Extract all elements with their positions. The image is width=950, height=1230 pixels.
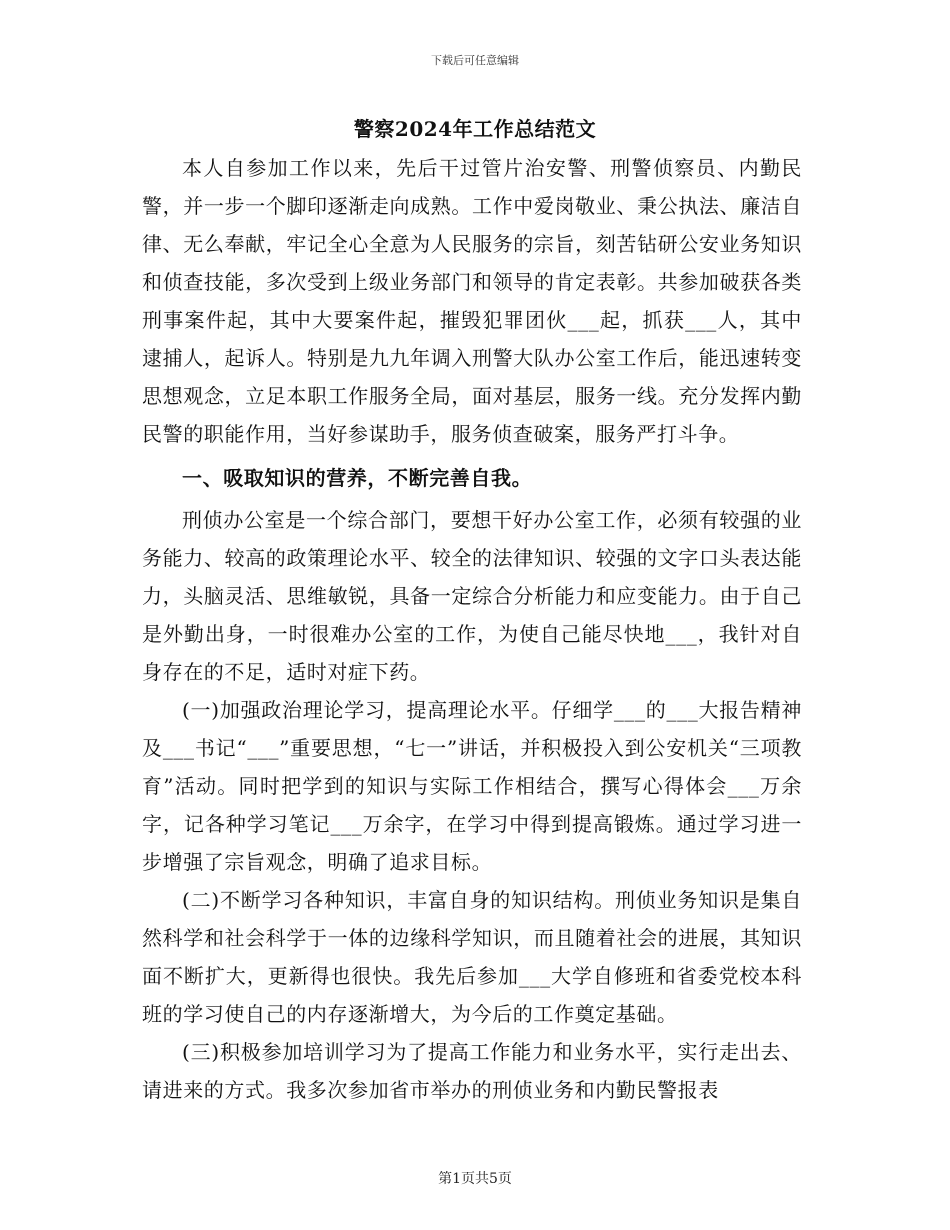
page-header-note: 下载后可任意编辑 bbox=[431, 54, 519, 67]
page-number-footer: 第1页共5页 bbox=[438, 1171, 512, 1187]
body-paragraph: (二)不断学习各种知识，丰富自身的知识结构。刑侦业务知识是集自然科学和社会科学于一体的边缘科学知识，而且随着社会的进展，其知识面不断扩大，更新得也很快。我先后参加___大学自修班和省委党校本科班的学习使自己的内存逐渐增大，为今后的工作奠定基础。 bbox=[142, 888, 802, 1026]
body-paragraph: (一)加强政治理论学习，提高理论水平。仔细学___的___大报告精神及___书记“___”重要思想，“七一”讲话，并积极投入到公安机关“三项教育”活动。同时把学到的知识与实际工作相结合，撰写心得体会___万余字，记各种学习笔记___万余字，在学习中得到提高锻炼。通过学习进一步增强了宗旨观念，明确了追求目标。 bbox=[142, 698, 802, 874]
intro-paragraph: 本人自参加工作以来，先后干过管片治安警、刑警侦察员、内勤民警，并一步一个脚印逐渐走向成熟。工作中爱岗敬业、秉公执法、廉洁自律、无么奉献，牢记全心全意为人民服务的宗旨，刻苦钻研公安业务知识和侦查技能，多次受到上级业务部门和领导的肯定表彰。共参加破获各类刑事案件起，其中大要案件起，摧毁犯罪团伙___起，抓获___人，其中逮捕人，起诉人。特别是九九年调入刑警大队办公室工作后，能迅速转变思想观念，立足本职工作服务全局，面对基层，服务一线。充分发挥内勤民警的职能作用，当好参谋助手，服务侦查破案，服务严打斗争。 bbox=[142, 156, 802, 446]
body-paragraph: (三)积极参加培训学习为了提高工作能力和业务水平，实行走出去、请进来的方式。我多次参加省市举办的刑侦业务和内勤民警报表 bbox=[142, 1040, 802, 1102]
document-title: 警察2024年工作总结范文 bbox=[353, 117, 597, 141]
document-body bbox=[142, 149, 802, 1109]
body-paragraph: 刑侦办公室是一个综合部门，要想干好办公室工作，必须有较强的业务能力、较高的政策理论水平、较全的法律知识、较强的文字口头表达能力，头脑灵活、思维敏锐，具备一定综合分析能力和应变能力。由于自己是外勤出身，一时很难办公室的工作，为使自己能尽快地___，我针对自身存在的不足，适时对症下药。 bbox=[142, 508, 802, 684]
section-heading: 一、吸取知识的营养，不断完善自我。 bbox=[182, 466, 533, 490]
